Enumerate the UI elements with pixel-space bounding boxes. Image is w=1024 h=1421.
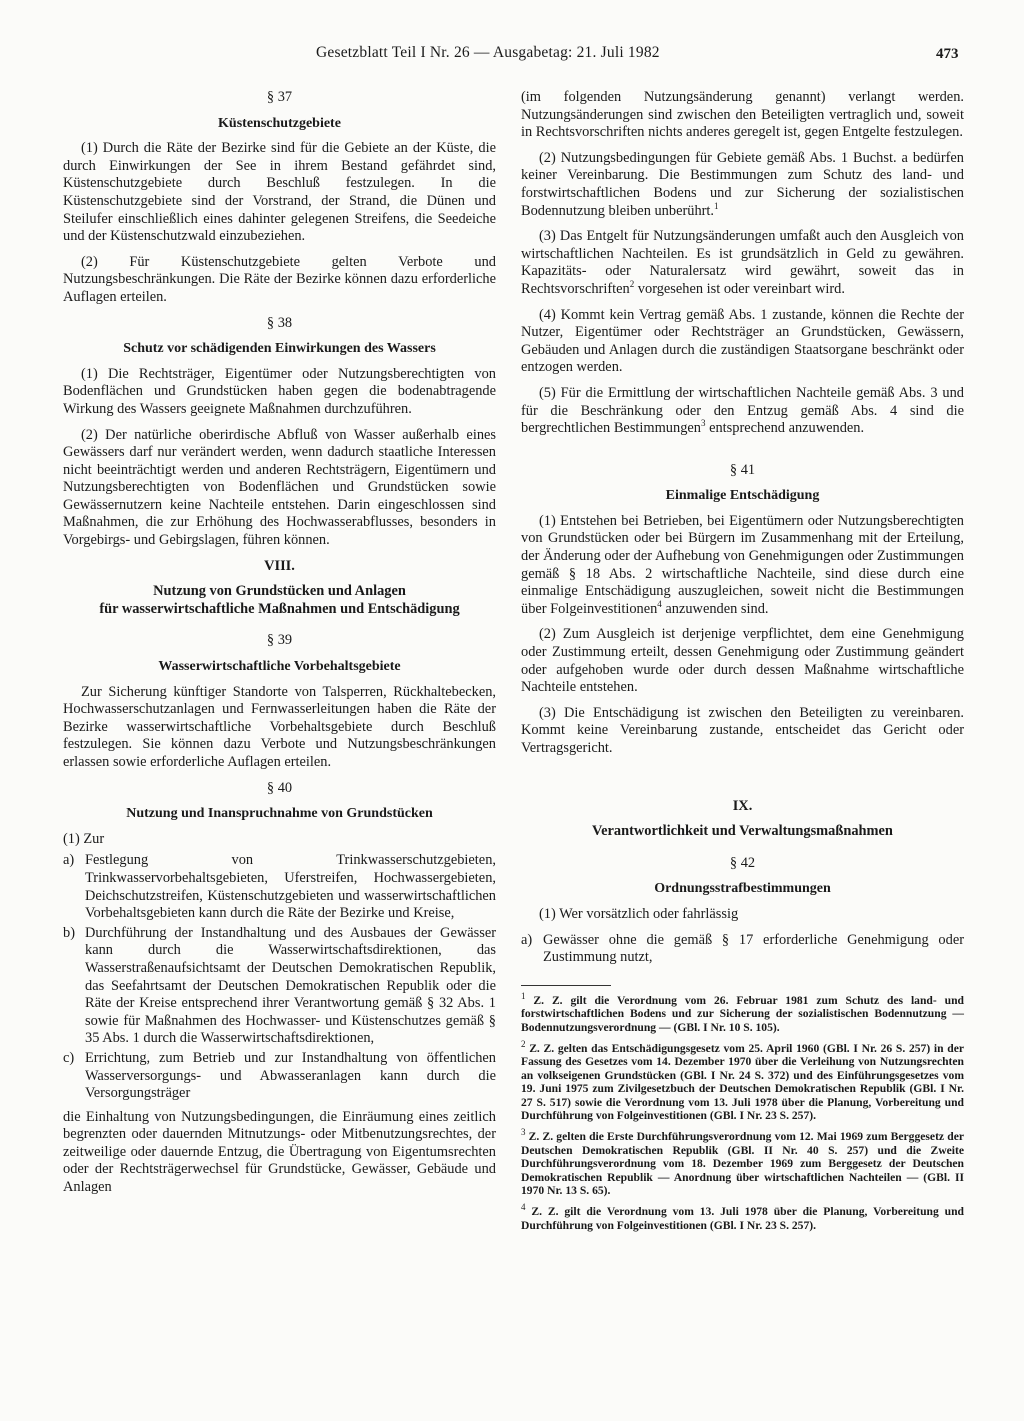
footnote-text: Z. Z. gelten die Erste Durchführungsverordnung vom 12. Mai 1969 zum Berggesetz der Deutschen Demokratischen Republik (GBl. II Nr. 40 S. 257) und die Zweite Durchführungsverordnung vom 18. Dezember 1969 zum Berggesetz der Deutschen Demokratischen Republik — Anordnung über wirtschaftlichen Nachteilen — (GBl. II 1970 Nr. 13 S. 65).	[521, 1130, 964, 1198]
list-marker: b)	[63, 924, 75, 941]
list-item-text: Durchführung der Instandhaltung und des Ausbaues der Gewässer kann durch die Wasserwirtschaftsdirektionen, das Wasserstraßenaufsichtsamt der Deutschen Demokratischen Republik, das Seefahrtsamt der Deutschen Demokratischen Republik oder die Räte der Kreise entsprechend ihrer Verantwortung gemäß § 32 Abs. 1 sowie für Maßnahmen des Hochwasser- und Küstenschutzes gemäß § 35 Abs. 1 durch die Wasserwirtschaftsdirektionen,	[85, 924, 496, 1047]
paragraph-text: entsprechend anzuwenden.	[705, 420, 865, 437]
footnote-text: Z. Z. gelten das Entschädigungsgesetz vom 25. April 1960 (GBl. I Nr. 26 S. 257) in der Fassung des Gesetzes vom 14. Dezember 1970 über die Verleihung von Nutzungsrechten an volkseigenen Grundstücken (GBl. I Nr. 24 S. 372) und des Einführungsgesetzes vom 19. Juni 1975 zum Zivilgesetzbuch der Deutschen Demokratischen Republik (GBl. I Nr. 27 S. 517) sowie die Verordnung vom 13. Juli 1978 über die Planung, Vorbereitung und Durchführung von Folgeinvestitionen (GBl. I Nr. 23 S. 257).	[521, 1041, 964, 1122]
section-title: Nutzung und Inanspruchnahme von Grundstücken	[126, 806, 433, 822]
paragraph	[521, 385, 964, 438]
footnote-number: 3	[521, 1127, 526, 1138]
paragraph-text: vorgesehen ist oder vereinbart wird.	[634, 280, 845, 297]
paragraph: die Einhaltung von Nutzungsbedingungen, die Einräumung eines zeitlich begrenzten oder dauernden Mitnutzungs- oder Mitbenutzungsrechtes, der zeitweilige oder dauernde Entzug, die Übertragung von Eigentumsrechten oder der Rechtsträgerwechsel für Grundstücke, Gewässer, Gebäude und Anlagen	[63, 1108, 496, 1196]
paragraph: (1) Wer vorsätzlich oder fahrlässig	[539, 905, 739, 922]
footnote-reference: 1	[714, 200, 719, 211]
list-marker: c)	[63, 1049, 75, 1066]
footnote-text: Z. Z. gilt die Verordnung vom 13. Juli 1978 über die Planung, Vorbereitung und Durchführung von Folgeinvestitionen (GBl. I Nr. 23 S. 257).	[521, 1205, 964, 1232]
chapter-number: IX.	[732, 797, 753, 814]
left-column	[63, 89, 496, 1205]
paragraph-text: anzuwenden sind.	[661, 600, 769, 617]
chapter-title: Verantwortlichkeit und Verwaltungsmaßnahmen	[592, 823, 893, 840]
paragraph: (1) Durch die Räte der Bezirke sind für die Gebiete an der Küste, die durch Einwirkungen der See in ihrem Bestand gefährdet sind, Küstenschutzgebiete durch Beschluß festzulegen. In die Küstenschutzgebiete sind der Vorstrand, der Strand, die Dünen und Steilufer einschließlich eines dahinter gelegenen Streifens, die Seedeiche und der Küstenschutzwald einzubeziehen.	[63, 140, 496, 245]
section-title: Einmalige Entschädigung	[665, 488, 820, 504]
list-marker: a)	[521, 931, 533, 948]
footnote-text: Z. Z. gilt die Verordnung vom 26. Februar 1981 zum Schutz des land- und forstwirtschaftlichen Bodens und zur Sicherung der sozialistischen Bodennutzung — Bodennutzungsverordnung — (GBl. I Nr. 10 S. 105).	[521, 993, 964, 1034]
section-title: Küstenschutzgebiete	[218, 115, 341, 131]
footnote	[521, 1039, 964, 1122]
footnote-reference: 4	[657, 599, 662, 610]
paragraph-text: (2) Nutzungsbedingungen für Gebiete gemäß Abs. 1 Buchst. a bedürfen keiner Vereinbarung. Die Bestimmungen zum Schutz des land- und forstwirtschaftlichen Bodens und zur Sicherung der sozialistischen Bodennutzung bleiben unberührt.	[521, 149, 964, 219]
footnote-divider	[521, 985, 611, 986]
chapter-title-line: Nutzung von Grundstücken und Anlagen	[153, 583, 406, 600]
paragraph: (2) Für Küstenschutzgebiete gelten Verbote und Nutzungsbeschränkungen. Die Räte der Bezirke können dazu erforderliche Auflagen erteilen.	[63, 253, 496, 305]
footnote-number: 1	[521, 990, 526, 1001]
list-item	[63, 852, 496, 922]
paragraph-text: (1) Entstehen bei Betrieben, bei Eigentümern oder Nutzungsberechtigten von Grundstücken oder bei Bürgern im Zusammenhang mit der Erteilung, der Änderung oder der Aufhebung von Genehmigungen oder Zustimmungen gemäß § 18 Abs. 2 wirtschaftliche Nachteile, sind diese durch eine einmalige Entschädigung auszugleichen, soweit nicht die Bestimmungen über Folgeinvestitionen	[521, 512, 964, 617]
section-number: § 40	[266, 779, 293, 796]
list-item-text: Festlegung von Trinkwasserschutzgebieten, Trinkwasservorbehaltsgebieten, Uferstreifen, Hochwassergebieten, Deichschutzstreifen, Küstenschutzgebieten und wasserwirtschaftlichen Vorbehaltsgebieten kann durch die Räte der Bezirke und Kreise,	[85, 852, 496, 922]
chapter-title-line: für wasserwirtschaftliche Maßnahmen und Entschädigung	[99, 600, 460, 617]
paragraph: Zur Sicherung künftiger Standorte von Talsperren, Rückhaltebecken, Hochwasserschutzanlagen und Fernwasserleitungen haben die Räte der Bezirke wasserwirtschaftliche Vorbehaltsgebiete durch Beschluß festzulegen. Sie können dazu Verbote und Nutzungsbeschränkungen erlassen sowie erforderliche Auflagen erteilen.	[63, 683, 496, 770]
page-number: 473	[936, 46, 959, 62]
page-header	[0, 44, 1024, 72]
paragraph: (1) Die Rechtsträger, Eigentümer oder Nutzungsberechtigten von Bodenflächen und Grundstücken haben gegen die bodenabtragende Wirkung des Wassers geeignete Maßnahmen durchzuführen.	[63, 365, 496, 417]
section-title: Schutz vor schädigenden Einwirkungen des Wassers	[123, 341, 436, 357]
section-title: Wasserwirtschaftliche Vorbehaltsgebiete	[158, 659, 401, 675]
running-title: Gesetzblatt Teil I Nr. 26 — Ausgabetag: 21. Juli 1982	[316, 44, 660, 61]
footnote-number: 2	[521, 1039, 526, 1050]
paragraph-text: (3) Das Entgelt für Nutzungsänderungen umfaßt auch den Ausgleich von wirtschaftlichen Nachteilen. Es ist grundsätzlich in Geld zu gewähren. Kapazitäts- oder Naturalersatz wird gewährt, soweit das in Rechtsvorschriften	[521, 228, 964, 297]
section-number: § 39	[266, 632, 293, 649]
footnote-reference: 2	[629, 279, 635, 290]
footnote	[521, 1127, 964, 1198]
paragraph: (2) Zum Ausgleich ist derjenige verpflichtet, dem eine Genehmigung oder Zustimmung erteilt, dessen Genehmigung oder Zustimmung geändert oder aufgehoben wurde oder durch dessen Maßnahme wirtschaftliche Nachteile entstehen.	[521, 626, 964, 696]
section-number: § 42	[729, 854, 756, 871]
paragraph: (4) Kommt kein Vertrag gemäß Abs. 1 zustande, können die Rechte der Nutzer, Eigentümer oder Rechtsträger an Grundstücken, Gewässern, Gebäuden und Anlagen durch die zuständigen Staatsorgane beschränkt oder entzogen werden.	[521, 306, 964, 376]
section-number: § 41	[729, 461, 756, 478]
footnote-reference: 3	[700, 418, 706, 429]
chapter-number: VIII.	[264, 557, 295, 574]
footnote	[521, 1202, 964, 1232]
section-number: § 38	[266, 314, 293, 331]
footnote	[521, 990, 964, 1034]
paragraph-text: (5) Für die Ermittlung der wirtschaftlichen Nachteile gemäß Abs. 3 und für die Beschränkung oder den Entzug gemäß Abs. 4 sind die bergrechtlichen Bestimmungen	[521, 384, 964, 437]
footnote-number: 4	[521, 1202, 526, 1213]
list-marker: a)	[63, 852, 75, 869]
paragraph	[521, 513, 964, 619]
list-item-text: Errichtung, zum Betrieb und zur Instandhaltung von öffentlichen Wasserversorgungs- und Abwasseranlagen kann durch die Versorgungsträger	[85, 1049, 496, 1102]
enumeration-list	[63, 852, 496, 1102]
footnotes	[521, 990, 964, 1233]
paragraph: (im folgenden Nutzungsänderung genannt) verlangt werden. Nutzungsänderungen sind zwischen den Beteiligten vertraglich und, soweit in Rechtsvorschriften nichts anderes geregelt ist, gegen Entgelte festzulegen.	[521, 89, 964, 141]
paragraph	[521, 150, 964, 220]
list-item-text: Gewässer ohne die gemäß § 17 erforderliche Genehmigung oder Zustimmung nutzt,	[543, 931, 964, 966]
paragraph: (1) Zur	[63, 830, 105, 847]
paragraph	[521, 228, 964, 298]
section-title: Ordnungsstrafbestimmungen	[654, 881, 831, 897]
list-item	[63, 925, 496, 1048]
paragraph: (3) Die Entschädigung ist zwischen den Beteiligten zu vereinbaren. Kommt keine Vereinbarung zustande, entscheidet das Gericht oder Vertragsgericht.	[521, 704, 964, 756]
section-number: § 37	[266, 89, 293, 105]
right-column	[521, 89, 964, 1240]
paragraph: (2) Der natürliche oberirdische Abfluß von Wasser außerhalb eines Gewässers darf nur verändert werden, wenn dadurch staatliche Interessen nicht beeinträchtigt werden und anderen Rechtsträgern, Eigentümern und Nutzungsberechtigten von Bodenflächen und Grundstücken sowie Gewässernutzern keine Nachteile entstehen. Darin eingeschlossen sind Maßnahmen, die zur Erhöhung des Hochwasserabflusses, besonders in Vorgebirgs- und Gebirgslagen, führen können.	[63, 426, 496, 549]
list-item	[63, 1050, 496, 1103]
list-item	[521, 932, 964, 967]
